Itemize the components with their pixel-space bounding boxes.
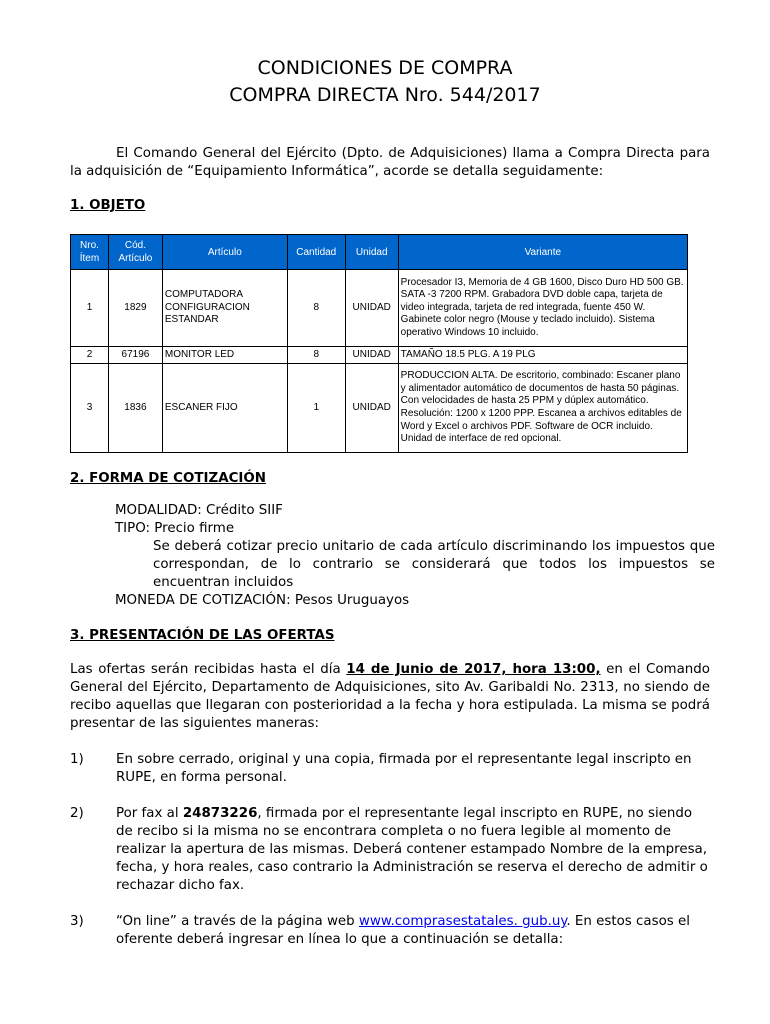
list-number: 3) [70, 914, 84, 929]
cell-unidad: UNIDAD [345, 347, 398, 364]
cell-nro: 3 [71, 364, 109, 453]
items-table [70, 234, 688, 453]
cell-articulo: MONITOR LED [162, 347, 287, 364]
list-number: 2) [70, 806, 84, 821]
table-row [71, 364, 688, 453]
table-header-row [71, 235, 688, 270]
cell-unidad: UNIDAD [345, 364, 398, 453]
cell-articulo: ESCANER FIJO [162, 364, 287, 453]
list-text: En sobre cerrado, original y una copia, firmada por el representante legal inscripto en RUPE, en forma personal. [116, 752, 692, 785]
cell-articulo: COMPUTADORA CONFIGURACION ESTANDAR [162, 270, 287, 347]
cell-nro: 1 [71, 270, 109, 347]
intro-paragraph: El Comando General del Ejército (Dpto. de Adquisiciones) llama a Compra Directa para la adquisición de “Equipamiento Informática”, acorde se detalla seguidamente: [70, 146, 710, 179]
section-heading-objeto: 1. OBJETO [70, 198, 146, 213]
cell-variante: PRODUCCION ALTA. De escritorio, combinado: Escaner plano y alimentador automático de documentos de hasta 50 páginas. Con velocidades de hasta 25 PPM y dúplex automático. Resolución: 1200 x 1200 PPP. Escanea a archivos editables de Word y Excel o archivos PDF. Software de OCR incluido. Unidad de interface de red opcional. [398, 364, 687, 453]
col-header-articulo: Artículo [162, 235, 287, 270]
cell-cantidad: 1 [287, 364, 345, 453]
tipo-detail: Se deberá cotizar precio unitario de cada artículo discriminando los impuestos que correspondan, de lo contrario se considerará que todos los impuestos se encuentran incluidos [153, 539, 715, 590]
document-subtitle: COMPRA DIRECTA Nro. 544/2017 [229, 84, 541, 106]
col-header-cantidad: Cantidad [287, 235, 345, 270]
document-title: CONDICIONES DE COMPRA [257, 57, 513, 79]
cell-cantidad: 8 [287, 270, 345, 347]
moneda-line: MONEDA DE COTIZACIÓN: Pesos Uruguayos [115, 593, 410, 608]
col-header-cod: Cód. Artículo [108, 235, 162, 270]
table-row [71, 347, 688, 364]
col-header-nro: Nro. Ítem [71, 235, 109, 270]
cotizacion-block [115, 502, 715, 610]
cell-cod: 1829 [108, 270, 162, 347]
table-row [71, 270, 688, 347]
cell-unidad: UNIDAD [345, 270, 398, 347]
col-header-unidad: Unidad [345, 235, 398, 270]
cell-variante: Procesador I3, Memoria de 4 GB 1600, Disco Duro HD 500 GB. SATA -3 7200 RPM. Grabadora DVD doble capa, tarjeta de video integrada, tarjeta de red integrada, fuente 450 W. Gabinete color negro (Mouse y teclado incluido). Sistema operativo Windows 10 incluido. [398, 270, 687, 347]
cell-cantidad: 8 [287, 347, 345, 364]
cell-cod: 67196 [108, 347, 162, 364]
col-header-variante: Variante [398, 235, 687, 270]
list-text: “On line” a través de la página web www.comprasestatales. gub.uy. En estos casos el oferente deberá ingresar en línea lo que a continuación se detalla: [116, 914, 690, 947]
list-number: 1) [70, 752, 84, 767]
cell-cod: 1836 [108, 364, 162, 453]
modalidad-line: MODALIDAD: Crédito SIIF [115, 503, 283, 518]
cell-variante: TAMAÑO 18.5 PLG. A 19 PLG [398, 347, 687, 364]
fax-number: 24873226 [182, 806, 258, 821]
section-heading-cotizacion: 2. FORMA DE COTIZACIÓN [70, 471, 266, 486]
deadline-date: 14 de Junio de 2017, hora 13:00, [346, 662, 601, 677]
cell-nro: 2 [71, 347, 109, 364]
website-link[interactable]: www.comprasestatales. gub.uy [358, 914, 567, 929]
list-text: Por fax al 24873226, firmada por el representante legal inscripto en RUPE, no siendo de recibo si la misma no se encontrara completa o no fuera legible al momento de realizar la apertura de las mismas. Deberá contener estampado Nombre de la empresa, fecha, y hora reales, caso contrario la Administración se reserva el derecho de admitir o rechazar dicho fax. [116, 806, 708, 893]
tipo-line: TIPO: Precio firme [115, 521, 235, 536]
ofertas-paragraph: Las ofertas serán recibidas hasta el día 14 de Junio de 2017, hora 13:00, en el Comando General del Ejército, Departamento de Adquisiciones, sito Av. Garibaldi No. 2313, no siendo de recibo aquellas que llegaran con posterioridad a la fecha y hora estipulada. La misma se podrá presentar de las siguientes maneras: [70, 662, 710, 731]
section-heading-presentacion: 3. PRESENTACIÓN DE LAS OFERTAS [70, 628, 335, 643]
